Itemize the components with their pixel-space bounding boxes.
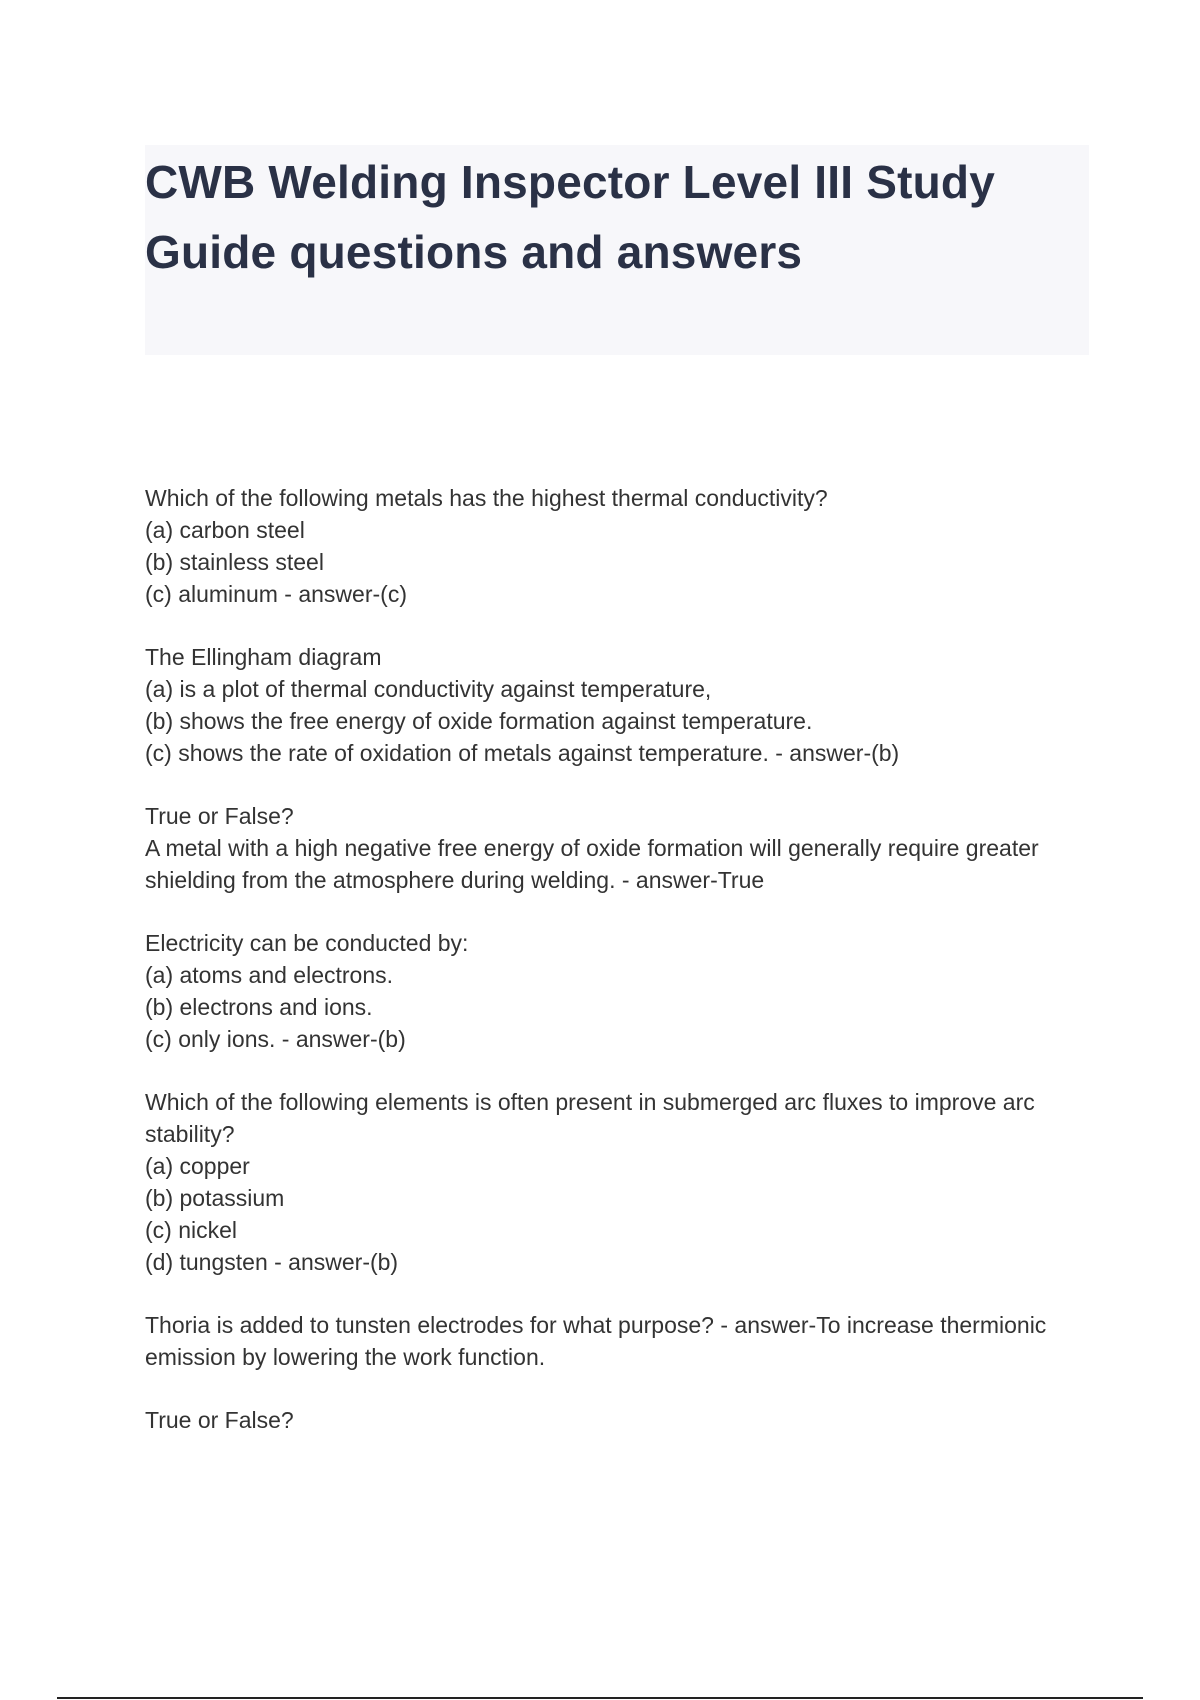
question-text: Which of the following elements is often present in submerged arc fluxes to improve arc stability? — [145, 1089, 1035, 1147]
option-answer-line: (d) tungsten - answer-(b) — [145, 1249, 399, 1275]
statement-answer-line: A metal with a high negative free energy of oxide formation will generally require greater shielding from the atmosphere during welding. - answer-True — [145, 835, 1039, 893]
option-answer-line: (c) only ions. - answer-(b) — [145, 1026, 406, 1052]
option-line: (b) potassium — [145, 1185, 285, 1211]
qa-item — [145, 1309, 1095, 1373]
question-text: Which of the following metals has the highest thermal conductivity? — [145, 485, 828, 511]
qa-item — [145, 1404, 1095, 1436]
option-answer-line: (c) aluminum - answer-(c) — [145, 581, 407, 607]
option-line: (a) is a plot of thermal conductivity against temperature, — [145, 676, 712, 702]
option-line: (c) nickel — [145, 1217, 238, 1243]
question-text: True or False? — [145, 1407, 294, 1433]
option-line: (b) stainless steel — [145, 549, 324, 575]
question-answer-line: Thoria is added to tunsten electrodes for what purpose? - answer-To increase thermionic emission by lowering the work function. — [145, 1312, 1047, 1370]
option-line: (a) atoms and electrons. — [145, 962, 394, 988]
option-answer-line: (c) shows the rate of oxidation of metals against temperature. - answer-(b) — [145, 740, 900, 766]
question-text: Electricity can be conducted by: — [145, 930, 469, 956]
option-line: (b) electrons and ions. — [145, 994, 373, 1020]
option-line: (a) carbon steel — [145, 517, 305, 543]
question-text: The Ellingham diagram — [145, 644, 382, 670]
qa-item — [145, 641, 1095, 769]
question-text: True or False? — [145, 803, 294, 829]
footer-divider — [57, 1697, 1143, 1699]
qa-item — [145, 800, 1095, 896]
qa-item — [145, 1086, 1095, 1278]
qa-item — [145, 927, 1095, 1055]
qa-list — [145, 482, 1095, 1467]
option-line: (b) shows the free energy of oxide formation against temperature. — [145, 708, 813, 734]
title-banner — [145, 145, 1089, 355]
option-line: (a) copper — [145, 1153, 250, 1179]
page-title: CWB Welding Inspector Level III Study Guide questions and answers — [145, 156, 995, 278]
qa-item — [145, 482, 1095, 610]
